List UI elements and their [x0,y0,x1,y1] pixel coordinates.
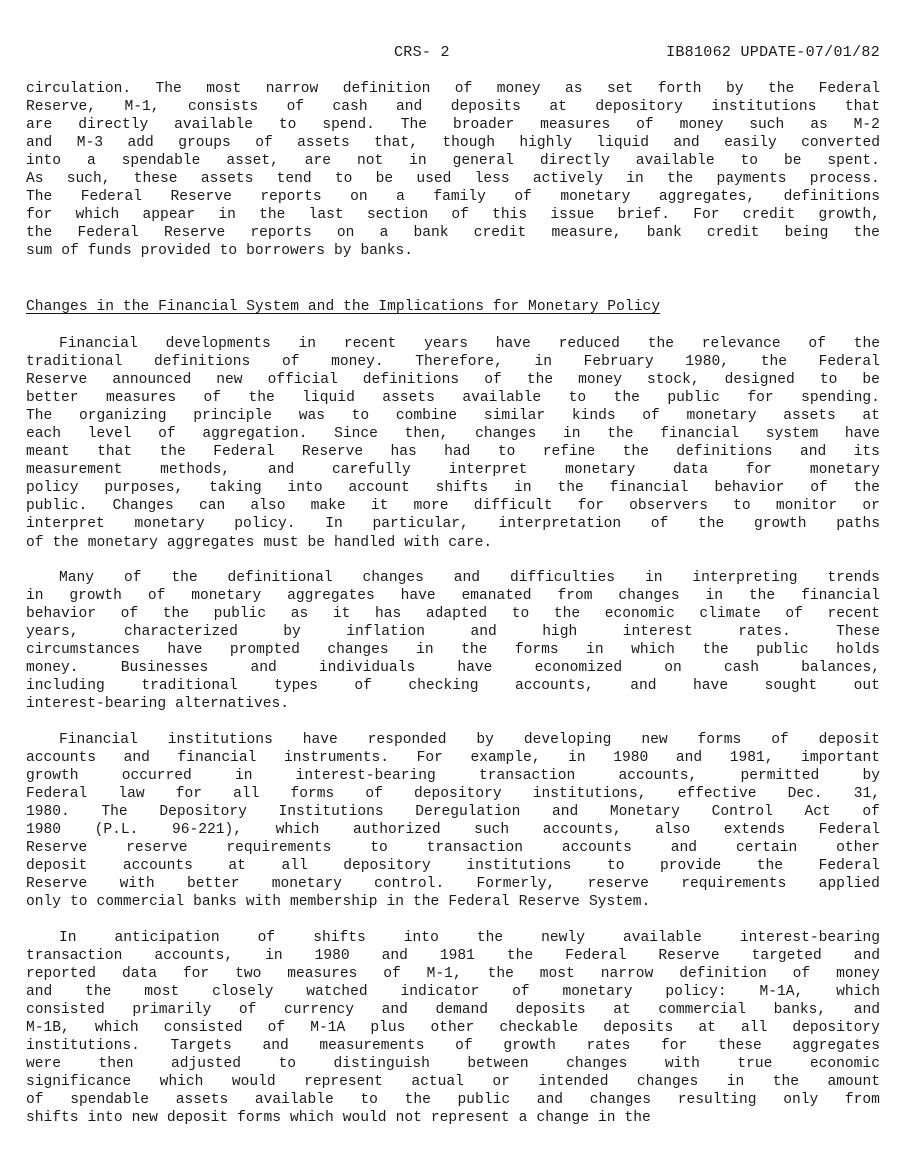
text-line: for which appear in the last section of this issue brief. For credit growth, [26,207,880,224]
text-line: Financial developments in recent years have reduced the relevance of the [59,336,880,352]
text-line: interest-bearing alternatives. [26,696,289,713]
text-line: behavior of the public as it has adapted to the economic climate of recent [26,606,880,623]
text-line: M-1B, which consisted of M-1A plus other checkable deposits at all depository [26,1020,880,1037]
page-header [20,44,880,64]
text-line: and the most closely watched indicator of monetary policy: M-1A, which [26,984,880,1001]
text-line: Many of the definitional changes and difficulties in interpreting trends [59,570,880,586]
text-line: The organizing principle was to combine similar kinds of monetary assets at [26,408,880,425]
section-heading: Changes in the Financial System and the Implications for Monetary Policy [26,299,661,315]
text-line: growth occurred in interest-bearing transaction accounts, permitted by [26,768,880,785]
report-number: CRS- 2 [394,44,450,61]
text-line: Reserve with better monetary control. Formerly, reserve requirements applied [26,876,880,893]
paragraph-4 [26,929,880,1128]
text-line: and M-3 add groups of assets that, though highly liquid and easily converted [26,135,880,152]
text-line: of the monetary aggregates must be handled with care. [26,534,493,551]
text-line: transaction accounts, in 1980 and 1981 the Federal Reserve targeted and [26,948,880,965]
text-line: sum of funds provided to borrowers by banks. [26,243,414,260]
text-line: Reserve reserve requirements to transaction accounts and certain other [26,840,880,857]
paragraph-1 [26,335,880,552]
text-line: Reserve announced new official definitions of the money stock, designed to be [26,372,880,389]
text-line: significance which would represent actual or intended changes in the amount [26,1074,880,1091]
text-line: into a spendable asset, are not in general directly available to be spent. [26,153,880,170]
text-line: As such, these assets tend to be used less actively in the payments process. [26,171,880,188]
text-line: measurement methods, and carefully interpret monetary data for monetary [26,462,880,479]
text-line: meant that the Federal Reserve has had to refine the definitions and its [26,444,880,461]
text-line: policy purposes, taking into account shifts in the financial behavior of the [26,480,880,497]
issue-brief-id-date: IB81062 UPDATE-07/01/82 [666,44,880,61]
text-line: 1980. The Depository Institutions Deregulation and Monetary Control Act of [26,804,880,821]
intro-paragraph [26,80,880,260]
text-line: accounts and financial instruments. For example, in 1980 and 1981, important [26,750,880,767]
text-line: only to commercial banks with membership in the Federal Reserve System. [26,894,651,911]
text-line: consisted primarily of currency and demand deposits at commercial banks, and [26,1002,880,1019]
paragraph-3 [26,731,880,911]
text-line: In anticipation of shifts into the newly available interest-bearing [59,930,880,946]
text-line: years, characterized by inflation and high interest rates. These [26,624,880,641]
text-line: were then adjusted to distinguish between changes with true economic [26,1056,880,1073]
text-line: each level of aggregation. Since then, changes in the financial system have [26,426,880,443]
text-line: circulation. The most narrow definition of money as set forth by the Federal [26,81,880,97]
text-line: reported data for two measures of M-1, the most narrow definition of money [26,966,880,983]
text-line: including traditional types of checking accounts, and have sought out [26,678,880,695]
text-line: traditional definitions of money. Therefore, in February 1980, the Federal [26,354,880,371]
text-line: Reserve, M-1, consists of cash and deposits at depository institutions that [26,99,880,116]
text-line: shifts into new deposit forms which would not represent a change in the [26,1110,651,1127]
paragraph-2 [26,569,880,713]
text-line: The Federal Reserve reports on a family of monetary aggregates, definitions [26,189,880,206]
text-line: Financial institutions have responded by developing new forms of deposit [59,732,880,748]
text-line: of spendable assets available to the public and changes resulting only from [26,1092,880,1109]
text-line: interpret monetary policy. In particular, interpretation of the growth paths [26,516,880,533]
text-line: public. Changes can also make it more difficult for observers to monitor or [26,498,880,515]
text-line: in growth of monetary aggregates have emanated from changes in the financial [26,588,880,605]
text-line: Federal law for all forms of depository institutions, effective Dec. 31, [26,786,880,803]
text-line: money. Businesses and individuals have economized on cash balances, [26,660,880,677]
text-line: deposit accounts at all depository institutions to provide the Federal [26,858,880,875]
text-line: circumstances have prompted changes in the forms in which the public holds [26,642,880,659]
text-line: better measures of the liquid assets available to the public for spending. [26,390,880,407]
text-line: institutions. Targets and measurements of growth rates for these aggregates [26,1038,880,1055]
text-line: are directly available to spend. The broader measures of money such as M-2 [26,117,880,134]
text-line: 1980 (P.L. 96-221), which authorized such accounts, also extends Federal [26,822,880,839]
text-line: the Federal Reserve reports on a bank credit measure, bank credit being the [26,225,880,242]
